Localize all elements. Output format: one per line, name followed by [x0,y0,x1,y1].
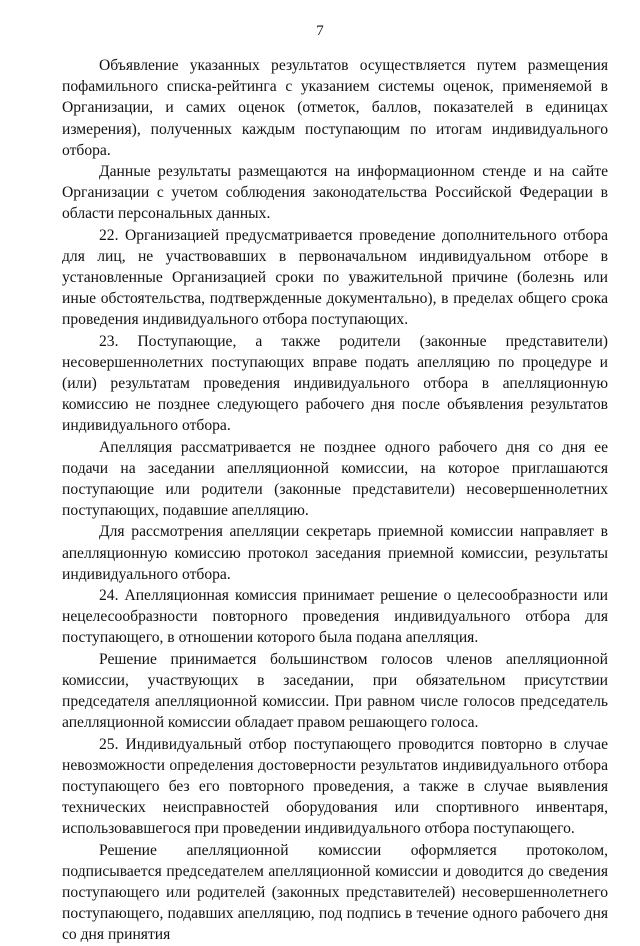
document-body [62,55,608,946]
paragraph-clause-24: 24. Апелляционная комиссия принимает решение о целесообразности или нецелесообразности повторного проведения индивидуального отбора для поступающего, в отношении которого была подана апелляция. [62,587,608,647]
paragraph-decision-protocol: Решение апелляционной комиссии оформляется протоколом, подписывается председателем апелляционной комиссии и доводится до сведения поступающего или родителей (законных представителей) несовершеннолетнего поступающего, подавших апелляцию, под подпись в течение одного рабочего дня со дня принятия [62,841,608,944]
paragraph-clause-23: 23. Поступающие, а также родители (законные представители) несовершеннолетних поступающих вправе подать апелляцию по процедуре и (или) результатам проведения индивидуального отбора в апелляционную комиссию не позднее следующего рабочего дня после объявления результатов индивидуального отбора. [62,332,608,435]
paragraph-clause-22: 22. Организацией предусматривается проведение дополнительного отбора для лиц, не участвовавших в первоначальном индивидуальном отборе в установленные Организацией сроки по уважительной причине (болезнь или иные обстоятельства, подтвержденные документально), в пределах общего срока проведения индивидуального отбора поступающих. [62,226,608,329]
paragraph-decision-voting: Решение принимается большинством голосов членов апелляционной комиссии, участвующих в заседании, при обязательном присутствии председателя апелляционной комиссии. При равном числе голосов председатель апелляционной комиссии обладает правом решающего голоса. [62,650,608,732]
paragraph-appeal-documents: Для рассмотрения апелляции секретарь приемной комиссии направляет в апелляционную комиссию протокол заседания приемной комиссии, результаты индивидуального отбора. [62,523,608,583]
page-number: 7 [316,23,324,39]
paragraph-appeal-review: Апелляция рассматривается не позднее одного рабочего дня со дня ее подачи на заседании апелляционной комиссии, на которое приглашаются поступающие или родители (законные представители) несовершеннолетних поступающих, подавшие апелляцию. [62,438,608,520]
paragraph-clause-25: 25. Индивидуальный отбор поступающего проводится повторно в случае невозможности определения достоверности результатов индивидуального отбора поступающего без его повторного проведения, а также в случае выявления технических неисправностей оборудования или спортивного инвентаря, использовавшегося при проведении индивидуального отбора поступающего. [62,735,608,838]
paragraph-results-announcement: Объявление указанных результатов осуществляется путем размещения пофамильного списка-рейтинга с указанием системы оценок, применяемой в Организации, и самих оценок (отметок, баллов, показателей в единицах измерения), полученных каждым поступающим по итогам индивидуального отбора. [62,57,608,159]
paragraph-results-publication: Данные результаты размещаются на информационном стенде и на сайте Организации с учетом соблюдения законодательства Российской Федерации в области персональных данных. [62,163,608,223]
